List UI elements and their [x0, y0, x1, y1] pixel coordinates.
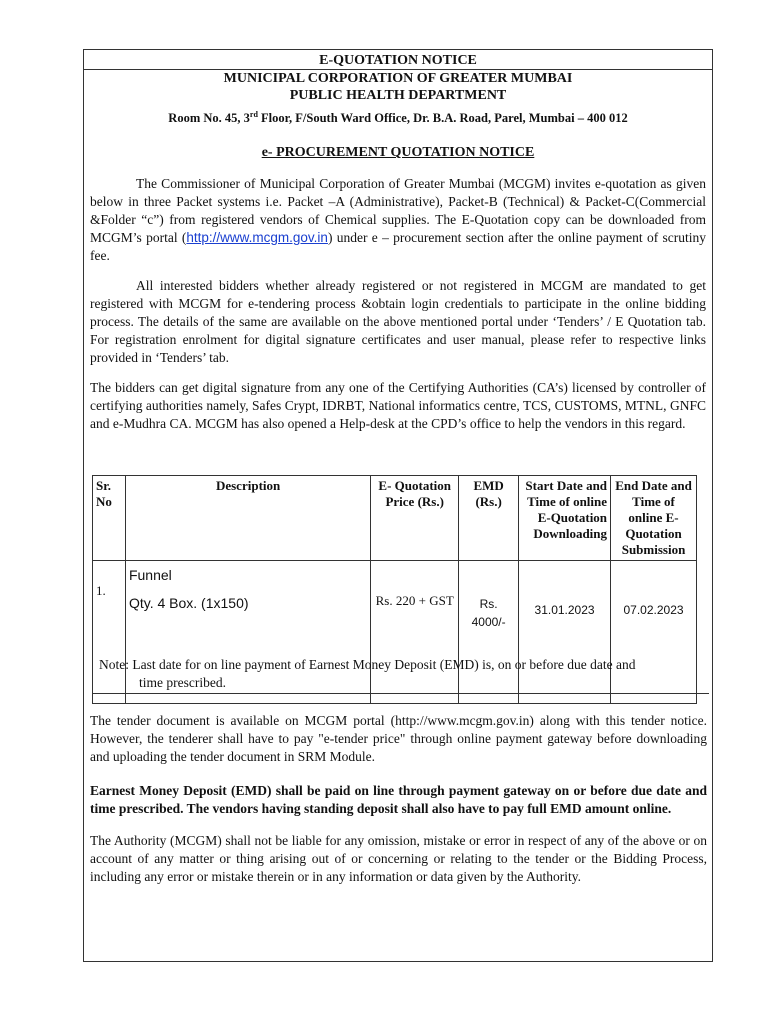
emd-note — [92, 656, 709, 694]
procurement-title: e- PROCUREMENT QUOTATION NOTICE — [261, 145, 535, 161]
paragraph-emd-payment: Earnest Money Deposit (EMD) shall be paid on line through payment gateway on or before due date and time prescribed. The vendors having standing deposit shall also have to pay full EMD amount online. — [90, 783, 707, 816]
header-end-date: End Date and Time of online E-Quotation Submission — [611, 476, 697, 561]
cell-price: Rs. 220 + GST — [371, 561, 459, 704]
invitation-text-end: ) under e – procurement section after the online payment of scrutiny fee. — [90, 230, 707, 264]
cell-start-date: 31.01.2023 — [519, 561, 611, 704]
lower-section — [90, 712, 707, 886]
header-emd: EMD (Rs.) — [459, 476, 519, 561]
address-part-2: Floor, F/South Ward Office, Dr. B.A. Road, Parel, Mumbai – 400 012 — [257, 111, 628, 126]
item-name: Funnel — [128, 567, 172, 583]
cell-emd: Rs. 4000/- — [459, 561, 519, 704]
invitation-text: The Commissioner of Municipal Corporation of Greater Mumbai (MCGM) invites e-quotation as given below in three Packet systems i.e. Packet –A (Administrative), Packet-B (Technical) & Packet-C(Commercial &Folder “c”) from registered vendors of Chemical supplies. The E-Quotation copy can be downloaded from MCGM’s portal ( — [90, 176, 706, 246]
table-header-row — [93, 476, 697, 561]
note-line-2: time prescribed. — [139, 675, 226, 690]
paragraph-registration: All interested bidders whether already registered or not registered in MCGM are mandated to get registered with MCGM for e-tendering process &obtain login credentials to participate in the online bidding process. The details of the same are available on the above mentioned portal under ‘Tenders’ / E Quotation tab. For registration enrolment for digital signature certificates and user manual, please refer to respective links provided in ‘Tenders’ tab. — [90, 278, 706, 366]
cell-end-date: 07.02.2023 — [611, 561, 697, 704]
paragraph-digital-signature: The bidders can get digital signature from any one of the Certifying Authorities (CA’s) licensed by controller of certifying authorities namely, Safes Crypt, IDRBT, National informatics centre, TCS, CUSTOMS, MTNL, GNFC and e-Mudhra CA. MCGM has also opened a Help-desk at the CPD’s office to help the vendors in this regard. — [90, 380, 706, 432]
header-description: Description — [125, 476, 370, 561]
paragraph-tender-document: The tender document is available on MCGM portal (http://www.mcgm.gov.in) along with this tender notice. However, the tenderer shall have to pay "e-tender price" through online payment gateway before downloading and uploading the tender document in SRM Module. — [90, 713, 707, 764]
address-part: Room No. 45, 3 — [168, 111, 250, 126]
header-price: E- Quotation Price (Rs.) — [371, 476, 459, 561]
item-qty: Qty. 4 Box. (1x150) — [128, 595, 249, 611]
header-sr-no: Sr. No — [93, 476, 126, 561]
portal-link[interactable]: http://www.mcgm.gov.in — [186, 230, 328, 246]
notice-frame — [83, 49, 713, 962]
notice-title: E-QUOTATION NOTICE — [84, 52, 712, 70]
paragraph-liability: The Authority (MCGM) shall not be liable for any omission, mistake or error in respect of any of the above or on account of any matter or thing arising out of or concerning or relating to the tender or the Bidding Process, including any error or mistake therein or in any information or data given by the Authority. — [90, 833, 707, 884]
note-line-1: Note: Last date for on line payment of Earnest Money Deposit (EMD) is, on or before due date and — [99, 657, 636, 672]
paragraph-invitation — [90, 175, 706, 265]
cell-sr: 1. — [93, 561, 126, 704]
corporation-name: MUNICIPAL CORPORATION OF GREATER MUMBAI — [223, 71, 573, 86]
office-address — [84, 106, 712, 127]
department-name: PUBLIC HEALTH DEPARTMENT — [289, 88, 507, 103]
header-start-date: Start Date and Time of online E-Quotation Downloading — [519, 476, 611, 561]
address-sup: rd — [249, 110, 258, 119]
